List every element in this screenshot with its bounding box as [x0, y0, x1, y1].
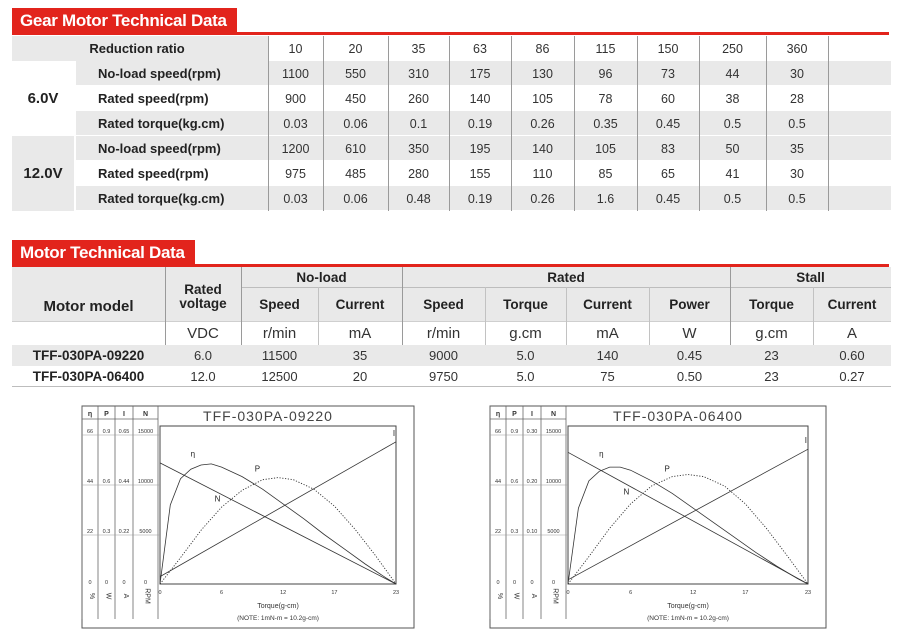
motor-col-line — [649, 287, 650, 345]
gear-row-label: Rated torque(kg.cm) — [98, 191, 225, 206]
axis-tick-label: 0 — [496, 580, 500, 586]
gear-value-cell: 310 — [408, 66, 429, 81]
axis-tick-label: 0.3 — [510, 529, 519, 535]
series-label: η — [599, 449, 604, 459]
gear-value-cell: 105 — [532, 91, 553, 106]
axis-tick-label: 0 — [104, 580, 109, 586]
gear-row-label: No-load speed(rpm) — [98, 141, 221, 156]
chart-note: (NOTE: 1mN-m = 10.2g-cm) — [237, 615, 319, 622]
motor-unit-cell: VDC — [187, 324, 219, 342]
chart-frame — [490, 406, 826, 628]
series-label: N — [214, 494, 221, 504]
motor-unit-cell: W — [682, 324, 697, 342]
axis-tick-label: 0.10 — [526, 529, 538, 535]
axis-header: I — [123, 411, 125, 418]
axis-tick-label: 0 — [122, 580, 126, 586]
motor-unit-cell: r/min — [426, 324, 461, 342]
axis-tick-label: 0.9 — [510, 429, 519, 435]
x-tick-label: 6 — [629, 590, 633, 596]
x-tick-label: 0 — [158, 590, 162, 596]
gear-value-cell: 105 — [595, 141, 616, 156]
gear-value-cell: 450 — [345, 91, 366, 106]
gear-value-cell: 195 — [469, 141, 491, 156]
axis-tick-label: 22 — [494, 529, 502, 535]
series-label: I — [804, 436, 808, 446]
gear-value-cell: 175 — [469, 66, 491, 81]
axis-unit: RPM — [143, 588, 151, 604]
x-tick-label: 12 — [690, 590, 697, 596]
motor-col-header: Speed — [259, 296, 300, 312]
axis-tick-label: 0.65 — [118, 429, 130, 435]
chart-title: TFF-030PA-06400 — [613, 408, 743, 424]
gear-value-cell: 260 — [408, 91, 429, 106]
gear-value-cell: 0.5 — [723, 191, 742, 206]
chart-note: (NOTE: 1mN-m = 10.2g-cm) — [647, 615, 729, 622]
gear-value-cell: 140 — [469, 91, 491, 106]
motor-col-header: Current — [335, 296, 385, 312]
x-tick-label: 12 — [280, 590, 287, 596]
motor-line — [12, 321, 891, 322]
axis-tick-label: 0 — [143, 580, 148, 586]
axis-tick-label: 0.6 — [102, 479, 111, 485]
motor-value-cell: 5.0 — [516, 348, 535, 363]
motor-model-name: TFF-030PA-06400 — [32, 368, 145, 384]
gear-value-cell: 50 — [725, 141, 740, 156]
gear-value-cell: 44 — [725, 66, 740, 81]
x-tick-label: 0 — [566, 590, 570, 596]
gear-ratio-cell: 86 — [535, 41, 550, 56]
motor-model-name: TFF-030PA-09220 — [32, 348, 145, 363]
axis-tick-label: 0.20 — [526, 479, 538, 485]
gear-value-cell: 0.45 — [655, 116, 681, 131]
series-label: N — [623, 487, 630, 497]
motor-col-header: Torque — [749, 296, 794, 312]
axis-tick-label: 0 — [88, 580, 92, 586]
gear-ratio-cell: 115 — [595, 41, 616, 56]
motor-col-header: Current — [827, 296, 877, 312]
motor-model-header: Motor model — [43, 297, 134, 315]
axis-header: η — [495, 411, 501, 418]
motor-value-cell: 23 — [764, 368, 779, 384]
gear-header-label: Reduction ratio — [89, 41, 185, 56]
noload-group-header: No-load — [296, 269, 347, 285]
rated-voltage-header: Rated voltage — [179, 282, 227, 311]
motor-value-cell: 0.50 — [676, 368, 703, 384]
axis-header: η — [87, 411, 93, 418]
gear-voltage-label: 6.0V — [27, 90, 59, 107]
gear-value-cell: 65 — [661, 166, 675, 181]
gear-value-cell: 0.1 — [409, 116, 428, 131]
performance-chart-09220 — [80, 404, 416, 636]
motor-value-cell: 9000 — [429, 348, 458, 363]
gear-value-cell: 1200 — [281, 141, 310, 156]
gear-value-cell: 41 — [725, 166, 740, 181]
axis-header: I — [531, 411, 533, 418]
x-tick-label: 23 — [804, 590, 812, 596]
axis-header: P — [512, 411, 517, 418]
motor-value-cell: 140 — [596, 348, 619, 363]
motor-value-cell: 5.0 — [516, 368, 535, 384]
gear-value-cell: 0.03 — [283, 191, 308, 206]
gear-value-cell: 96 — [598, 66, 613, 81]
motor-unit-cell: g.cm — [755, 324, 788, 342]
gear-value-cell: 0.19 — [467, 116, 493, 131]
axis-tick-label: 0 — [551, 580, 556, 586]
motor-value-cell: 12500 — [261, 368, 298, 384]
motor-unit-cell: A — [846, 324, 857, 342]
gear-value-cell: 28 — [790, 91, 804, 106]
gear-value-cell: 485 — [345, 166, 366, 181]
gear-value-cell: 1100 — [282, 66, 309, 81]
axis-unit: W — [512, 592, 520, 600]
gear-value-cell: 83 — [661, 141, 675, 156]
axis-unit: % — [496, 592, 503, 600]
motor-value-cell: 0.27 — [839, 368, 865, 384]
motor-col-header: Torque — [503, 296, 548, 312]
gear-ratio-cell: 150 — [657, 41, 679, 56]
gear-value-cell: 0.06 — [343, 191, 368, 206]
motor-col-line — [402, 267, 403, 345]
motor-value-cell: 0.45 — [676, 348, 703, 363]
motor-unit-cell: mA — [596, 324, 619, 342]
axis-tick-label: 15000 — [545, 429, 562, 435]
motor-col-line — [318, 287, 319, 345]
series-label: P — [664, 464, 670, 474]
motor-col-header: Power — [669, 296, 710, 312]
gear-voltage-label: 12.0V — [12, 136, 74, 211]
gear-value-cell: 30 — [790, 66, 804, 81]
axis-tick-label: 22 — [86, 529, 94, 535]
gear-row-label: Rated speed(rpm) — [98, 91, 209, 106]
gear-value-cell: 0.5 — [788, 116, 806, 131]
gear-ratio-cell: 360 — [786, 41, 808, 56]
motor-col-line — [165, 267, 166, 345]
rated-group-header: Rated — [547, 269, 585, 285]
motor-value-cell: 20 — [352, 368, 368, 384]
gear-value-cell: 1.6 — [596, 191, 615, 206]
chart-title: TFF-030PA-09220 — [203, 408, 333, 424]
axis-header: P — [104, 411, 109, 418]
motor-value-cell: 75 — [600, 368, 615, 384]
axis-tick-label: 44 — [494, 479, 502, 485]
x-tick-label: 6 — [220, 590, 224, 596]
performance-chart-06400 — [488, 404, 828, 636]
motor-unit-cell: g.cm — [509, 324, 542, 342]
axis-tick-label: 0.6 — [510, 479, 519, 485]
axis-tick-label: 15000 — [137, 429, 154, 435]
axis-tick-label: 66 — [86, 429, 94, 435]
series-label: I — [392, 428, 396, 438]
axis-tick-label: 0.22 — [118, 529, 130, 535]
gear-value-cell: 110 — [532, 166, 553, 181]
x-axis-label: Torque(g-cm) — [257, 603, 299, 610]
gear-value-cell: 550 — [345, 66, 366, 81]
gear-value-cell: 38 — [725, 91, 740, 106]
axis-tick-label: 0.30 — [526, 429, 538, 435]
stall-group-header: Stall — [796, 269, 825, 285]
gear-value-cell: 0.26 — [530, 191, 555, 206]
axis-unit: A — [122, 593, 129, 599]
gear-value-cell: 60 — [661, 91, 675, 106]
motor-line — [12, 386, 891, 387]
axis-tick-label: 5000 — [139, 529, 152, 535]
gear-value-cell: 0.19 — [467, 191, 493, 206]
axis-tick-label: 0.9 — [102, 429, 111, 435]
gear-ratio-cell: 250 — [722, 41, 743, 56]
motor-table-title: Motor Technical Data — [12, 240, 195, 266]
motor-unit-cell: mA — [348, 324, 372, 342]
gear-value-cell: 78 — [598, 91, 613, 106]
gear-value-cell: 975 — [285, 166, 306, 181]
motor-col-line — [566, 287, 567, 345]
gear-ratio-cell: 10 — [288, 41, 303, 56]
motor-value-cell: 11500 — [261, 348, 298, 363]
motor-col-line — [485, 287, 486, 345]
gear-value-cell: 900 — [285, 91, 306, 106]
gear-value-cell: 0.48 — [406, 191, 431, 206]
motor-unit-cell: r/min — [262, 324, 297, 342]
axis-tick-label: 10000 — [137, 479, 154, 485]
gear-ratio-cell: 63 — [473, 41, 487, 56]
axis-tick-label: 0.3 — [102, 529, 111, 535]
gear-row-label: No-load speed(rpm) — [98, 66, 221, 81]
gear-ratio-cell: 35 — [411, 41, 426, 56]
axis-tick-label: 44 — [86, 479, 94, 485]
gear-value-cell: 35 — [790, 141, 804, 156]
motor-value-cell: 23 — [764, 348, 779, 363]
motor-value-cell: 35 — [352, 348, 368, 363]
motor-col-line — [813, 287, 814, 345]
x-tick-label: 17 — [742, 590, 749, 596]
motor-value-cell: 12.0 — [190, 368, 216, 384]
gear-value-cell: 280 — [408, 166, 429, 181]
motor-col-line — [241, 267, 242, 345]
axis-header: N — [550, 411, 557, 418]
gear-value-cell: 0.45 — [655, 191, 681, 206]
gear-value-cell: 610 — [345, 141, 366, 156]
gear-value-cell: 30 — [790, 166, 804, 181]
axis-unit: RPM — [551, 588, 559, 604]
gear-value-cell: 155 — [469, 166, 491, 181]
gear-ratio-cell: 20 — [348, 41, 363, 56]
gear-value-cell: 0.26 — [530, 116, 555, 131]
axis-tick-label: 10000 — [545, 479, 562, 485]
gear-value-cell: 0.5 — [723, 116, 742, 131]
gear-row-label: Rated torque(kg.cm) — [98, 116, 225, 131]
axis-tick-label: 66 — [494, 429, 502, 435]
gear-value-cell: 0.35 — [593, 116, 618, 131]
axis-tick-label: 0 — [512, 580, 517, 586]
axis-tick-label: 0 — [530, 580, 534, 586]
chart-frame — [82, 406, 414, 628]
gear-table-title: Gear Motor Technical Data — [12, 8, 237, 34]
gear-value-cell: 85 — [598, 166, 613, 181]
axis-unit: % — [88, 592, 95, 600]
axis-tick-label: 5000 — [547, 529, 560, 535]
motor-value-cell: 6.0 — [193, 348, 213, 363]
gear-value-cell: 0.06 — [343, 116, 368, 131]
gear-value-cell: 350 — [408, 141, 429, 156]
axis-unit: A — [530, 593, 537, 599]
gear-value-cell: 0.03 — [283, 116, 308, 131]
gear-value-cell: 130 — [532, 66, 553, 81]
gear-value-cell: 140 — [532, 141, 553, 156]
x-axis-label: Torque(g-cm) — [667, 603, 709, 610]
gear-row-label: Rated speed(rpm) — [98, 166, 209, 181]
axis-tick-label: 0.44 — [118, 479, 130, 485]
series-label: η — [190, 449, 196, 459]
gear-value-cell: 0.5 — [788, 191, 806, 206]
gear-value-cell: 73 — [661, 66, 675, 81]
x-tick-label: 23 — [392, 590, 400, 596]
x-tick-label: 17 — [331, 590, 338, 596]
motor-col-line — [730, 267, 731, 345]
axis-header: N — [142, 411, 149, 418]
motor-value-cell: 0.60 — [839, 348, 865, 363]
motor-value-cell: 9750 — [429, 368, 458, 384]
motor-col-header: Speed — [423, 296, 464, 312]
motor-col-header: Current — [583, 296, 632, 312]
axis-unit: W — [104, 592, 112, 600]
series-label: P — [254, 464, 261, 474]
